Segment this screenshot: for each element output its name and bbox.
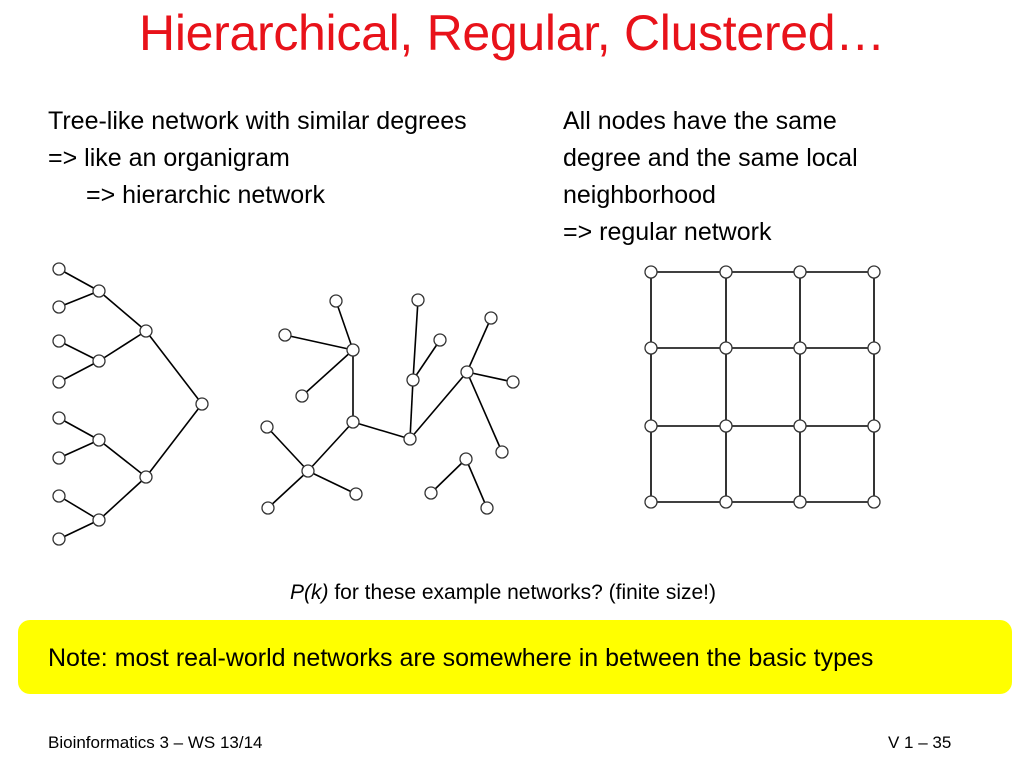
random-tree-edge bbox=[413, 300, 418, 380]
binary-tree-node bbox=[93, 434, 105, 446]
grid-node bbox=[720, 266, 732, 278]
binary-tree-node bbox=[93, 285, 105, 297]
random-tree-edge bbox=[285, 335, 353, 350]
binary-tree-node bbox=[53, 301, 65, 313]
random-tree-edge bbox=[466, 459, 487, 508]
regular-line-2: degree and the same local bbox=[563, 144, 858, 172]
random-tree-node bbox=[261, 421, 273, 433]
binary-tree-network bbox=[53, 263, 208, 545]
note-box bbox=[18, 620, 1012, 694]
random-tree-node bbox=[347, 344, 359, 356]
grid-node bbox=[645, 342, 657, 354]
binary-tree-node bbox=[196, 398, 208, 410]
binary-tree-node bbox=[53, 490, 65, 502]
random-tree-node bbox=[434, 334, 446, 346]
binary-tree-edge bbox=[59, 418, 99, 440]
random-tree-node bbox=[507, 376, 519, 388]
grid-node bbox=[720, 342, 732, 354]
grid-node bbox=[720, 420, 732, 432]
random-tree-node bbox=[461, 366, 473, 378]
binary-tree-edge bbox=[99, 291, 146, 331]
random-tree-edge bbox=[413, 340, 440, 380]
pk-symbol: P(k) bbox=[290, 581, 329, 604]
hierarchical-line-1: Tree-like network with similar degrees bbox=[48, 107, 467, 135]
degree-distribution-question bbox=[290, 581, 716, 605]
random-tree-node bbox=[407, 374, 419, 386]
regular-line-3: neighborhood bbox=[563, 181, 716, 209]
grid-node bbox=[720, 496, 732, 508]
binary-tree-node bbox=[140, 325, 152, 337]
binary-tree-edge bbox=[59, 269, 99, 291]
binary-tree-edge bbox=[99, 331, 146, 361]
binary-tree-node bbox=[140, 471, 152, 483]
random-tree-node bbox=[262, 502, 274, 514]
regular-line-4: => regular network bbox=[563, 218, 772, 246]
random-tree-edge bbox=[467, 372, 513, 382]
random-tree-node bbox=[485, 312, 497, 324]
random-tree-network bbox=[261, 294, 519, 514]
random-tree-edge bbox=[467, 372, 502, 452]
grid-node bbox=[794, 266, 806, 278]
binary-tree-node bbox=[53, 452, 65, 464]
grid-node bbox=[794, 342, 806, 354]
hierarchical-line-2: => like an organigram bbox=[48, 144, 290, 172]
random-tree-node bbox=[460, 453, 472, 465]
regular-line-1: All nodes have the same bbox=[563, 107, 837, 135]
grid-node bbox=[794, 420, 806, 432]
binary-tree-node bbox=[53, 263, 65, 275]
binary-tree-node bbox=[53, 412, 65, 424]
random-tree-node bbox=[481, 502, 493, 514]
random-tree-node bbox=[425, 487, 437, 499]
binary-tree-node bbox=[93, 514, 105, 526]
random-tree-edge bbox=[267, 427, 308, 471]
random-tree-node bbox=[296, 390, 308, 402]
course-footer: Bioinformatics 3 – WS 13/14 bbox=[48, 733, 263, 752]
binary-tree-edge bbox=[146, 404, 202, 477]
hierarchical-line-3: => hierarchic network bbox=[86, 181, 326, 209]
grid-node bbox=[868, 496, 880, 508]
random-tree-edge bbox=[308, 471, 356, 494]
binary-tree-node bbox=[93, 355, 105, 367]
random-tree-edge bbox=[431, 459, 466, 493]
binary-tree-node bbox=[53, 376, 65, 388]
grid-node bbox=[868, 342, 880, 354]
binary-tree-edge bbox=[99, 440, 146, 477]
slide-title: Hierarchical, Regular, Clustered… bbox=[139, 5, 885, 61]
random-tree-node bbox=[350, 488, 362, 500]
random-tree-node bbox=[404, 433, 416, 445]
random-tree-edge bbox=[467, 318, 491, 372]
binary-tree-edge bbox=[59, 341, 99, 361]
random-tree-edge bbox=[336, 301, 353, 350]
regular-grid-network bbox=[645, 266, 880, 508]
binary-tree-edge bbox=[99, 477, 146, 520]
binary-tree-edge bbox=[146, 331, 202, 404]
slide-number: V 1 – 35 bbox=[888, 733, 952, 752]
grid-node bbox=[868, 266, 880, 278]
random-tree-edge bbox=[410, 380, 413, 439]
random-tree-edge bbox=[308, 422, 353, 471]
random-tree-edge bbox=[268, 471, 308, 508]
random-tree-edge bbox=[302, 350, 353, 396]
grid-node bbox=[868, 420, 880, 432]
binary-tree-edge bbox=[59, 361, 99, 382]
random-tree-node bbox=[496, 446, 508, 458]
binary-tree-edge bbox=[59, 496, 99, 520]
note-text: Note: most real-world networks are somewhere in between the basic types bbox=[48, 644, 874, 672]
binary-tree-node bbox=[53, 335, 65, 347]
question-text: for these example networks? (finite size!) bbox=[328, 581, 716, 604]
binary-tree-node bbox=[53, 533, 65, 545]
grid-node bbox=[645, 420, 657, 432]
random-tree-node bbox=[412, 294, 424, 306]
random-tree-edge bbox=[353, 422, 410, 439]
random-tree-node bbox=[347, 416, 359, 428]
random-tree-node bbox=[302, 465, 314, 477]
grid-node bbox=[645, 496, 657, 508]
grid-node bbox=[794, 496, 806, 508]
random-tree-node bbox=[279, 329, 291, 341]
grid-node bbox=[645, 266, 657, 278]
random-tree-node bbox=[330, 295, 342, 307]
